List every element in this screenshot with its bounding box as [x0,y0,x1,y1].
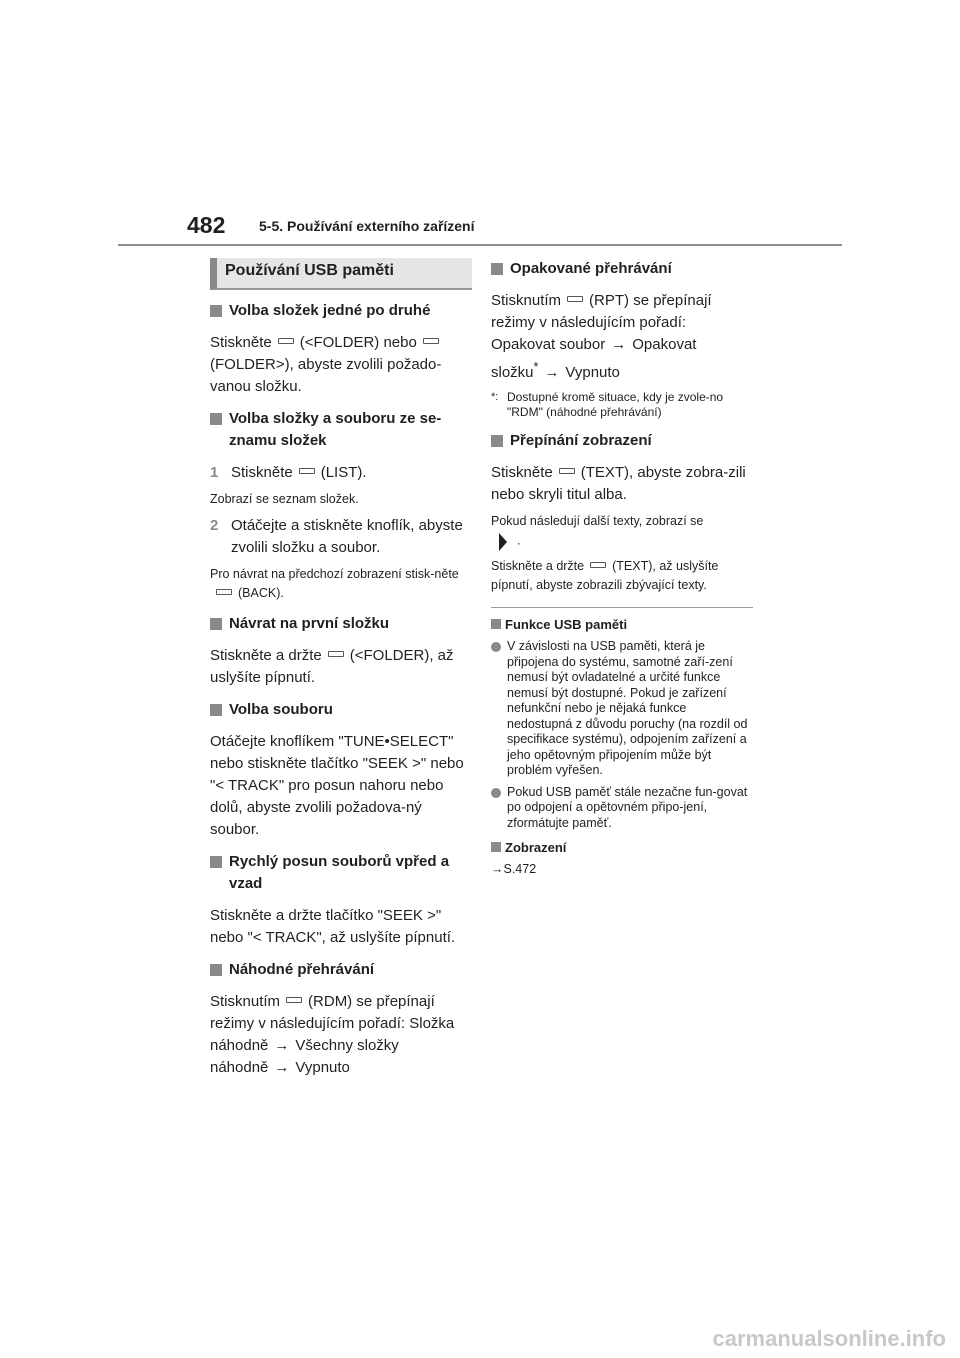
paragraph-repeat: Stisknutím (RPT) se přepínají režimy v následujícím pořadí: Opakovat soubor → Opakovat složku* → Vypnuto [491,292,712,381]
paragraph-random: Stisknutím (RDM) se přepínají režimy v následujícím pořadí: Složka náhodně → Všechny složky náhodně → Vypnuto [210,993,455,1076]
header-divider [118,244,842,246]
button-icon [590,562,606,568]
circle-bullet-icon [491,788,501,798]
square-bullet-icon [210,413,222,425]
arrow-icon: → [274,1059,290,1076]
heading-display: Zobrazení [491,839,753,856]
heading-first-folder: Návrat na první složku [210,613,472,635]
next-page-icon [499,533,507,551]
watermark: carmanualsonline.info [712,1326,946,1351]
page-number: 482 [187,212,226,238]
heading-display-switch: Přepínání zobrazení [491,430,753,452]
footnote: *: Dostupné kromě situace, kdy je zvole-no "RDM" (náhodné přehrávání) [491,390,724,419]
button-icon [299,468,315,474]
heading-folder-select: Volba složek jedné po druhé [210,300,472,322]
arrow-icon: → [611,336,627,353]
heading-usb-functions: Funkce USB paměti [491,616,753,633]
square-bullet-icon [491,263,503,275]
arrow-icon: → [274,1037,290,1054]
step-2: 2 Otáčejte a stiskněte knoflík, abyste zvolili složku a soubor. [210,517,463,556]
button-icon [216,589,232,595]
left-column [210,258,472,1085]
step-1: 1 Stiskněte (LIST). [210,464,367,481]
square-bullet-icon [491,619,501,629]
heading-folder-list: Volba složky a souboru ze se-znamu složek [210,408,472,452]
paragraph-file-select: Otáčejte knoflíkem "TUNE•SELECT" nebo stiskněte tlačítko "SEEK >" nebo "< TRACK" pro posun nahoru nebo dolů, abyste zvolili požadova-ný soubor. [210,733,464,838]
button-icon [559,468,575,474]
right-column [491,258,753,882]
button-icon [328,651,344,657]
button-icon [286,997,302,1003]
square-bullet-icon [210,964,222,976]
divider [491,607,753,608]
paragraph-fast-forward: Stiskněte a držte tlačítko "SEEK >" nebo "< TRACK", až uslyšíte pípnutí. [210,907,456,946]
paragraph-folder-select: Stiskněte (<FOLDER) nebo(FOLDER>), abyste zvolili požado-vanou složku. [210,334,442,395]
box-title: Používání USB paměti [210,258,472,290]
heading-random: Náhodné přehrávání [210,959,472,981]
section-title: 5-5. Používání externího zařízení [259,218,475,234]
heading-fast-forward: Rychlý posun souborů vpřed a vzad [210,851,472,895]
footnote-star: * [533,360,539,374]
button-icon [567,296,583,302]
square-bullet-icon [491,435,503,447]
button-icon [278,338,294,344]
square-bullet-icon [210,618,222,630]
paragraph-first-folder: Stiskněte a držte (<FOLDER), až uslyšíte pípnutí. [210,647,454,686]
square-bullet-icon [491,842,501,852]
arrow-icon: → [491,862,504,876]
bullet-item: Pokud USB paměť stále nezačne fun-govat po odpojení a opětovném připo-jení, zformátujte paměť. [491,785,753,832]
note-remaining-texts: Stiskněte a držte (TEXT), až uslyšíte pípnutí, abyste zobrazili zbývající texty. [491,559,719,592]
note-back: Pro návrat na předchozí zobrazení stisk-něte(BACK). [210,567,459,600]
heading-file-select: Volba souboru [210,699,472,721]
square-bullet-icon [210,856,222,868]
bullet-item: V závislosti na USB paměti, která je připojena do systému, samotné zaří-zení nemusí být ovladatelné a určité funkce nemusí být dostupné. Pokud je zařízení nefunkční nebo je nějaká funkce nedostupná z důvodu poruchy (na rozdíl od specifikace systému), odpojením zařízení a jeho opětovným připojením může být problém vyřešen. [491,639,753,779]
page-reference[interactable]: → S.472 [491,862,537,876]
square-bullet-icon [210,305,222,317]
button-icon [423,338,439,344]
heading-repeat: Opakované přehrávání [491,258,753,280]
paragraph-display-switch: Stiskněte (TEXT), abyste zobra-zili nebo skryli titul alba. [491,464,746,503]
circle-bullet-icon [491,642,501,652]
arrow-icon: → [544,364,560,381]
square-bullet-icon [210,704,222,716]
note-more-texts: Pokud následují další texty, zobrazí se . [491,512,753,551]
note-list-shown: Zobrazí se seznam složek. [210,492,359,506]
